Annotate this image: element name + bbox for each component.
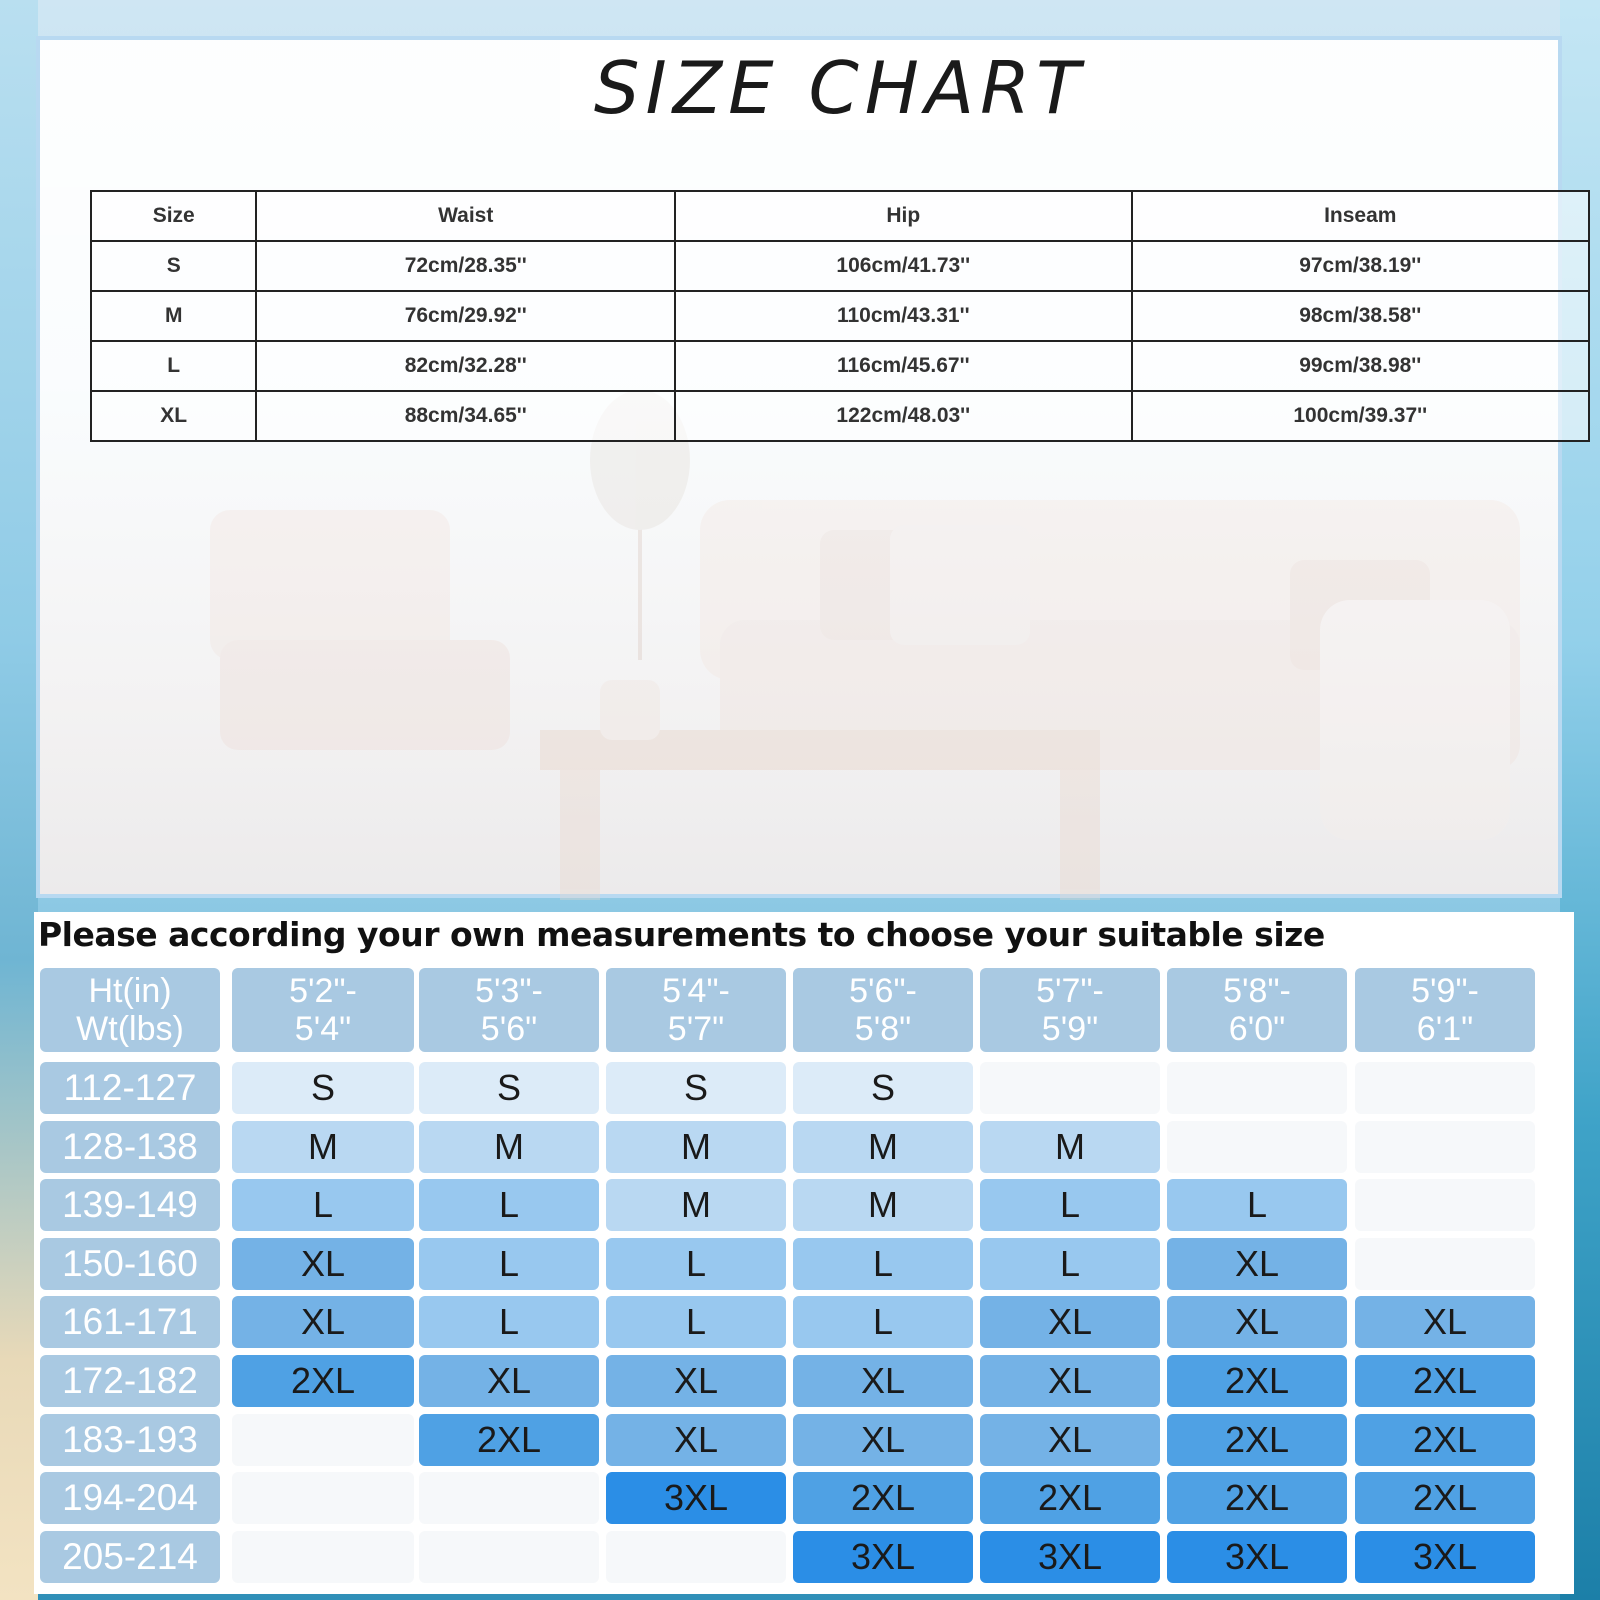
- height-range-end: 6'1": [1416, 1010, 1474, 1048]
- measurement-table: [90, 190, 1590, 442]
- size-cell: S: [606, 1062, 786, 1114]
- height-range-start: 5'3"-: [475, 972, 543, 1010]
- size-cell: L: [980, 1179, 1160, 1231]
- empty-cell: [419, 1472, 599, 1524]
- size-cell: 2XL: [419, 1414, 599, 1466]
- size-cell: 3XL: [1355, 1531, 1535, 1583]
- height-range-end: 5'6": [480, 1010, 538, 1048]
- size-cell: S: [419, 1062, 599, 1114]
- size-cell: XL: [91, 391, 256, 441]
- weight-label: 128-138: [40, 1121, 220, 1173]
- empty-cell: [1167, 1121, 1347, 1173]
- empty-cell: [419, 1531, 599, 1583]
- size-cell: XL: [980, 1296, 1160, 1348]
- size-cell: M: [793, 1179, 973, 1231]
- size-recommendation-grid: [34, 958, 1574, 1594]
- height-range-start: 5'6"-: [849, 972, 917, 1010]
- size-cell: 2XL: [1167, 1355, 1347, 1407]
- height-unit-label: Ht(in): [88, 972, 172, 1010]
- size-cell: 2XL: [793, 1472, 973, 1524]
- height-header: [232, 968, 414, 1052]
- size-cell: XL: [232, 1238, 414, 1290]
- size-cell: M: [232, 1121, 414, 1173]
- header-size: Size: [91, 191, 256, 241]
- weight-unit-label: Wt(lbs): [76, 1010, 184, 1048]
- height-header: [1355, 968, 1535, 1052]
- measurement-header-row: [91, 191, 1589, 241]
- hip-cell: 106cm/41.73'': [675, 241, 1131, 291]
- weight-label: 183-193: [40, 1414, 220, 1466]
- waist-cell: 82cm/32.28'': [256, 341, 675, 391]
- size-cell: L: [419, 1296, 599, 1348]
- weight-label: 161-171: [40, 1296, 220, 1348]
- height-range-start: 5'7"-: [1036, 972, 1104, 1010]
- size-cell: S: [793, 1062, 973, 1114]
- size-cell: 3XL: [980, 1531, 1160, 1583]
- size-cell: M: [793, 1121, 973, 1173]
- size-cell: L: [980, 1238, 1160, 1290]
- empty-cell: [1355, 1238, 1535, 1290]
- size-cell: 3XL: [1167, 1531, 1347, 1583]
- size-cell: M: [91, 291, 256, 341]
- size-cell: M: [606, 1179, 786, 1231]
- height-range-start: 5'4"-: [662, 972, 730, 1010]
- size-cell: XL: [793, 1414, 973, 1466]
- size-cell: 3XL: [793, 1531, 973, 1583]
- size-cell: L: [1167, 1179, 1347, 1231]
- size-cell: XL: [1355, 1296, 1535, 1348]
- weight-label: 150-160: [40, 1238, 220, 1290]
- size-cell: XL: [793, 1355, 973, 1407]
- weight-label: 205-214: [40, 1531, 220, 1583]
- empty-cell: [1355, 1179, 1535, 1231]
- header-hip: Hip: [675, 191, 1131, 241]
- height-range-start: 5'2"-: [289, 972, 357, 1010]
- empty-cell: [980, 1062, 1160, 1114]
- size-cell: XL: [606, 1355, 786, 1407]
- inseam-cell: 100cm/39.37'': [1132, 391, 1589, 441]
- table-row: [91, 391, 1589, 441]
- empty-cell: [1355, 1062, 1535, 1114]
- weight-label: 194-204: [40, 1472, 220, 1524]
- height-header: [419, 968, 599, 1052]
- weight-label: 172-182: [40, 1355, 220, 1407]
- size-cell: L: [606, 1296, 786, 1348]
- page-title: SIZE CHART: [593, 46, 1087, 130]
- size-cell: 2XL: [1355, 1355, 1535, 1407]
- inseam-cell: 97cm/38.19'': [1132, 241, 1589, 291]
- size-cell: XL: [419, 1355, 599, 1407]
- instruction-text: Please according your own measurements to choose your suitable size: [34, 912, 1574, 958]
- empty-cell: [1167, 1062, 1347, 1114]
- empty-cell: [232, 1472, 414, 1524]
- size-cell: 2XL: [1167, 1472, 1347, 1524]
- hip-cell: 122cm/48.03'': [675, 391, 1131, 441]
- size-cell: XL: [1167, 1296, 1347, 1348]
- waist-cell: 88cm/34.65'': [256, 391, 675, 441]
- inseam-cell: 98cm/38.58'': [1132, 291, 1589, 341]
- size-cell: 2XL: [1355, 1414, 1535, 1466]
- size-cell: S: [91, 241, 256, 291]
- size-cell: L: [232, 1179, 414, 1231]
- height-header: [793, 968, 973, 1052]
- waist-cell: 72cm/28.35'': [256, 241, 675, 291]
- inseam-cell: 99cm/38.98'': [1132, 341, 1589, 391]
- height-header: [980, 968, 1160, 1052]
- size-cell: XL: [232, 1296, 414, 1348]
- header-waist: Waist: [256, 191, 675, 241]
- size-cell: 2XL: [1355, 1472, 1535, 1524]
- corner-header: [40, 968, 220, 1052]
- empty-cell: [232, 1531, 414, 1583]
- size-chart-panel: [36, 36, 1562, 898]
- height-range-start: 5'8"-: [1223, 972, 1291, 1010]
- height-range-end: 5'7": [667, 1010, 725, 1048]
- background-left-strip: [0, 0, 38, 1600]
- size-cell: XL: [980, 1355, 1160, 1407]
- size-cell: M: [419, 1121, 599, 1173]
- size-cell: 2XL: [980, 1472, 1160, 1524]
- size-cell: M: [606, 1121, 786, 1173]
- empty-cell: [232, 1414, 414, 1466]
- size-cell: XL: [606, 1414, 786, 1466]
- size-cell: L: [606, 1238, 786, 1290]
- size-cell: XL: [980, 1414, 1160, 1466]
- height-header: [606, 968, 786, 1052]
- size-cell: 2XL: [1167, 1414, 1347, 1466]
- table-row: [91, 341, 1589, 391]
- weight-label: 112-127: [40, 1062, 220, 1114]
- size-cell: L: [419, 1179, 599, 1231]
- size-cell: M: [980, 1121, 1160, 1173]
- height-header: [1167, 968, 1347, 1052]
- size-cell: L: [91, 341, 256, 391]
- size-cell: 3XL: [606, 1472, 786, 1524]
- size-cell: XL: [1167, 1238, 1347, 1290]
- height-range-end: 5'8": [854, 1010, 912, 1048]
- hip-cell: 110cm/43.31'': [675, 291, 1131, 341]
- living-room-backdrop: [40, 40, 1566, 902]
- empty-cell: [1355, 1121, 1535, 1173]
- height-range-end: 5'4": [294, 1010, 352, 1048]
- hip-cell: 116cm/45.67'': [675, 341, 1131, 391]
- weight-label: 139-149: [40, 1179, 220, 1231]
- empty-cell: [606, 1531, 786, 1583]
- height-range-end: 5'9": [1041, 1010, 1099, 1048]
- table-row: [91, 241, 1589, 291]
- size-cell: S: [232, 1062, 414, 1114]
- waist-cell: 76cm/29.92'': [256, 291, 675, 341]
- size-cell: L: [419, 1238, 599, 1290]
- table-row: [91, 291, 1589, 341]
- height-range-start: 5'9"-: [1411, 972, 1479, 1010]
- size-cell: L: [793, 1296, 973, 1348]
- size-cell: L: [793, 1238, 973, 1290]
- height-range-end: 6'0": [1228, 1010, 1286, 1048]
- header-inseam: Inseam: [1132, 191, 1589, 241]
- size-cell: 2XL: [232, 1355, 414, 1407]
